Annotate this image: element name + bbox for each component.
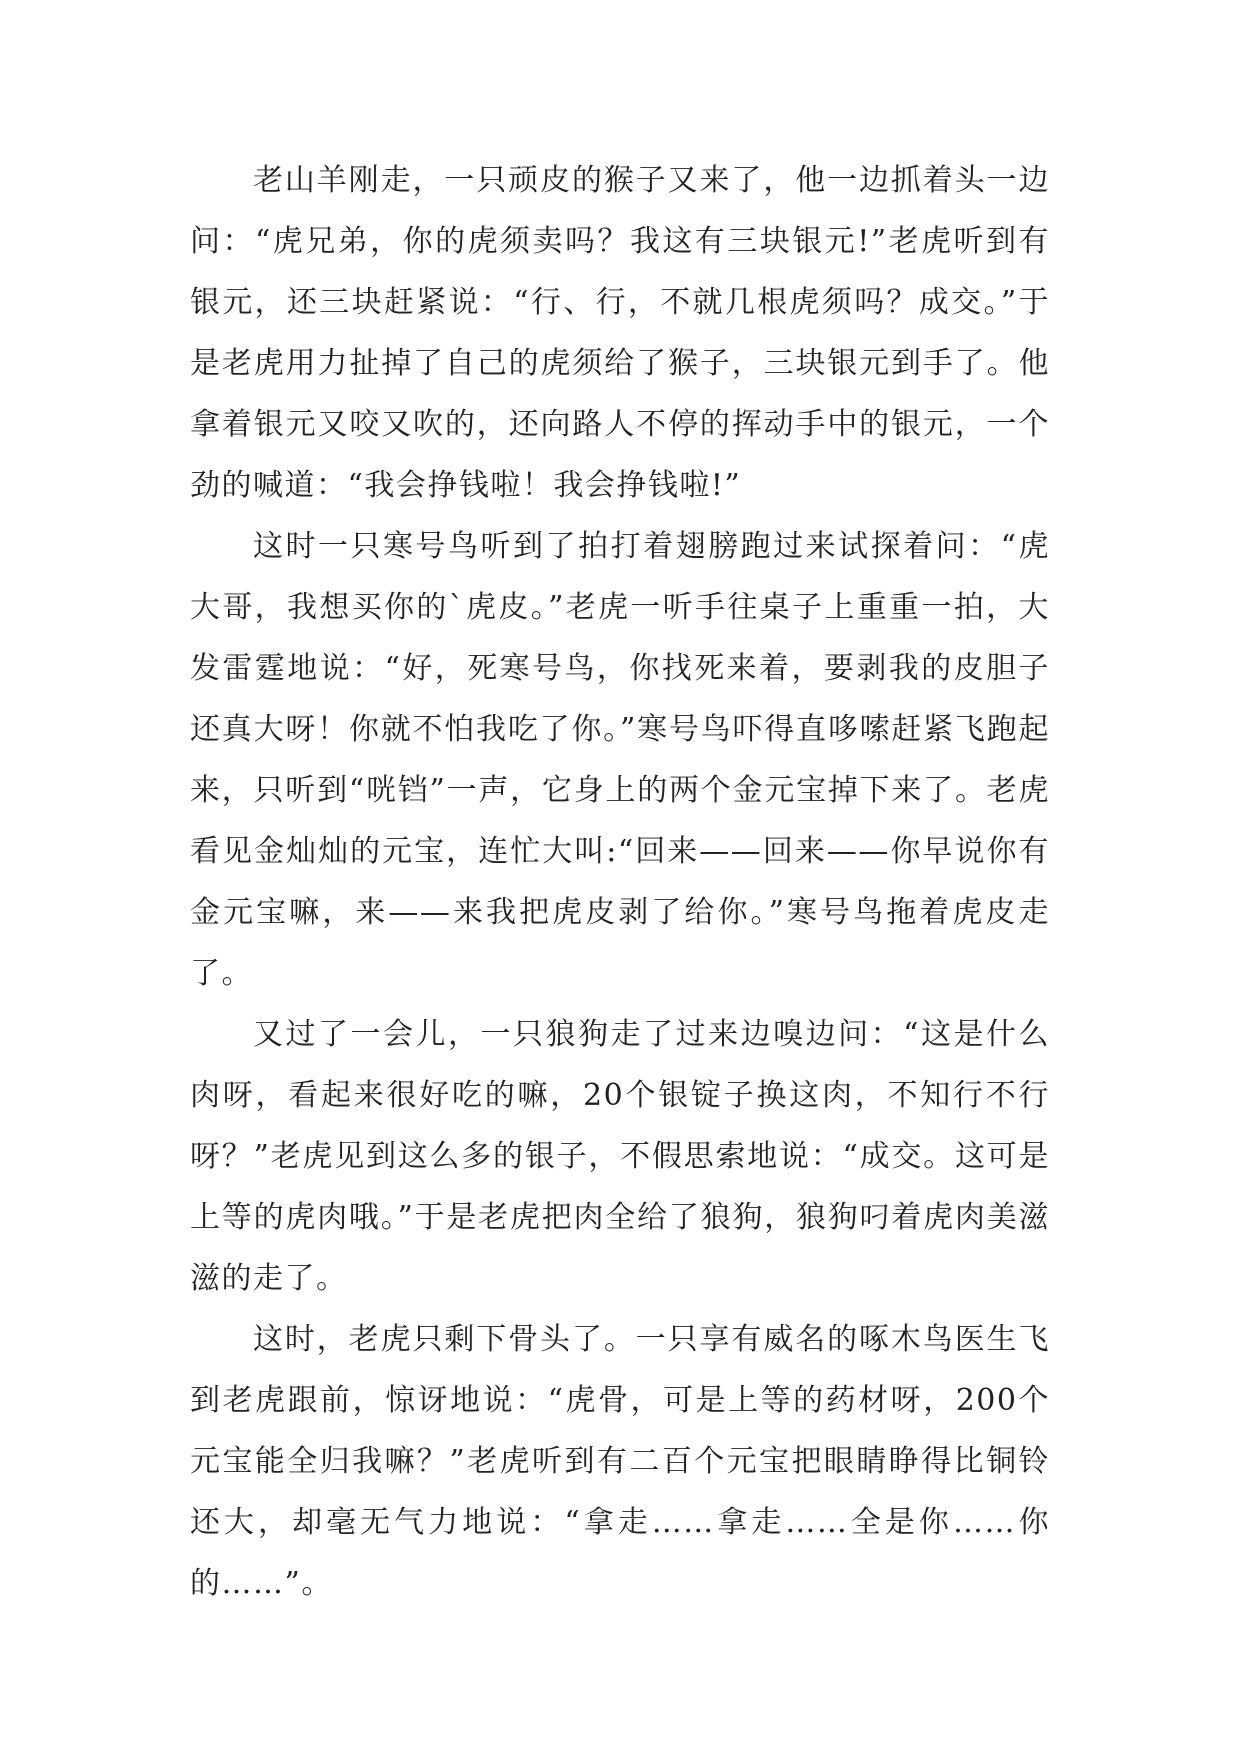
- paragraph-woodpecker: 这时，老虎只剩下骨头了。一只享有威名的啄木鸟医生飞到老虎跟前，惊讶地说：“虎骨，可是上等的药材呀，200个元宝能全归我嘛？”老虎听到有二百个元宝把眼睛睁得比铜铃还大，却毫无气力地说：“拿走……拿走……全是你……你的……”。: [190, 1322, 1050, 1601]
- paragraph-dog: 又过了一会儿，一只狼狗走了过来边嗅边问：“这是什么肉呀，看起来很好吃的嘛，20个银锭子换这肉，不知行不行呀？”老虎见到这么多的银子，不假思索地说：“成交。这可是上等的虎肉哦。”于是老虎把肉全给了狼狗，狼狗叼着虎肉美滋滋的走了。: [190, 1017, 1050, 1296]
- paragraph-bird: 这时一只寒号鸟听到了拍打着翅膀跑过来试探着问：“虎大哥，我想买你的`虎皮。”老虎一听手往桌子上重重一拍，大发雷霆地说：“好，死寒号鸟，你找死来着，要剥我的皮胆子还真大呀！你就不怕我吃了你。”寒号鸟吓得直哆嗦赶紧飞跑起来，只听到“咣铛”一声，它身上的两个金元宝掉下来了。老虎看见金灿灿的元宝，连忙大叫:“回来——回来——你早说你有金元宝嘛，来——来我把虎皮剥了给你。”寒号鸟拖着虎皮走了。: [190, 529, 1050, 991]
- paragraph-monkey: 老山羊刚走，一只顽皮的猴子又来了，他一边抓着头一边问：“虎兄弟，你的虎须卖吗？我这有三块银元!”老虎听到有银元，还三块赶紧说：“行、行，不就几根虎须吗？成交。”于是老虎用力扯掉了自己的虎须给了猴子，三块银元到手了。他拿着银元又咬又吹的，还向路人不停的挥动手中的银元，一个劲的喊道：“我会挣钱啦！我会挣钱啦!”: [190, 163, 1050, 503]
- story-text: [190, 150, 1050, 1614]
